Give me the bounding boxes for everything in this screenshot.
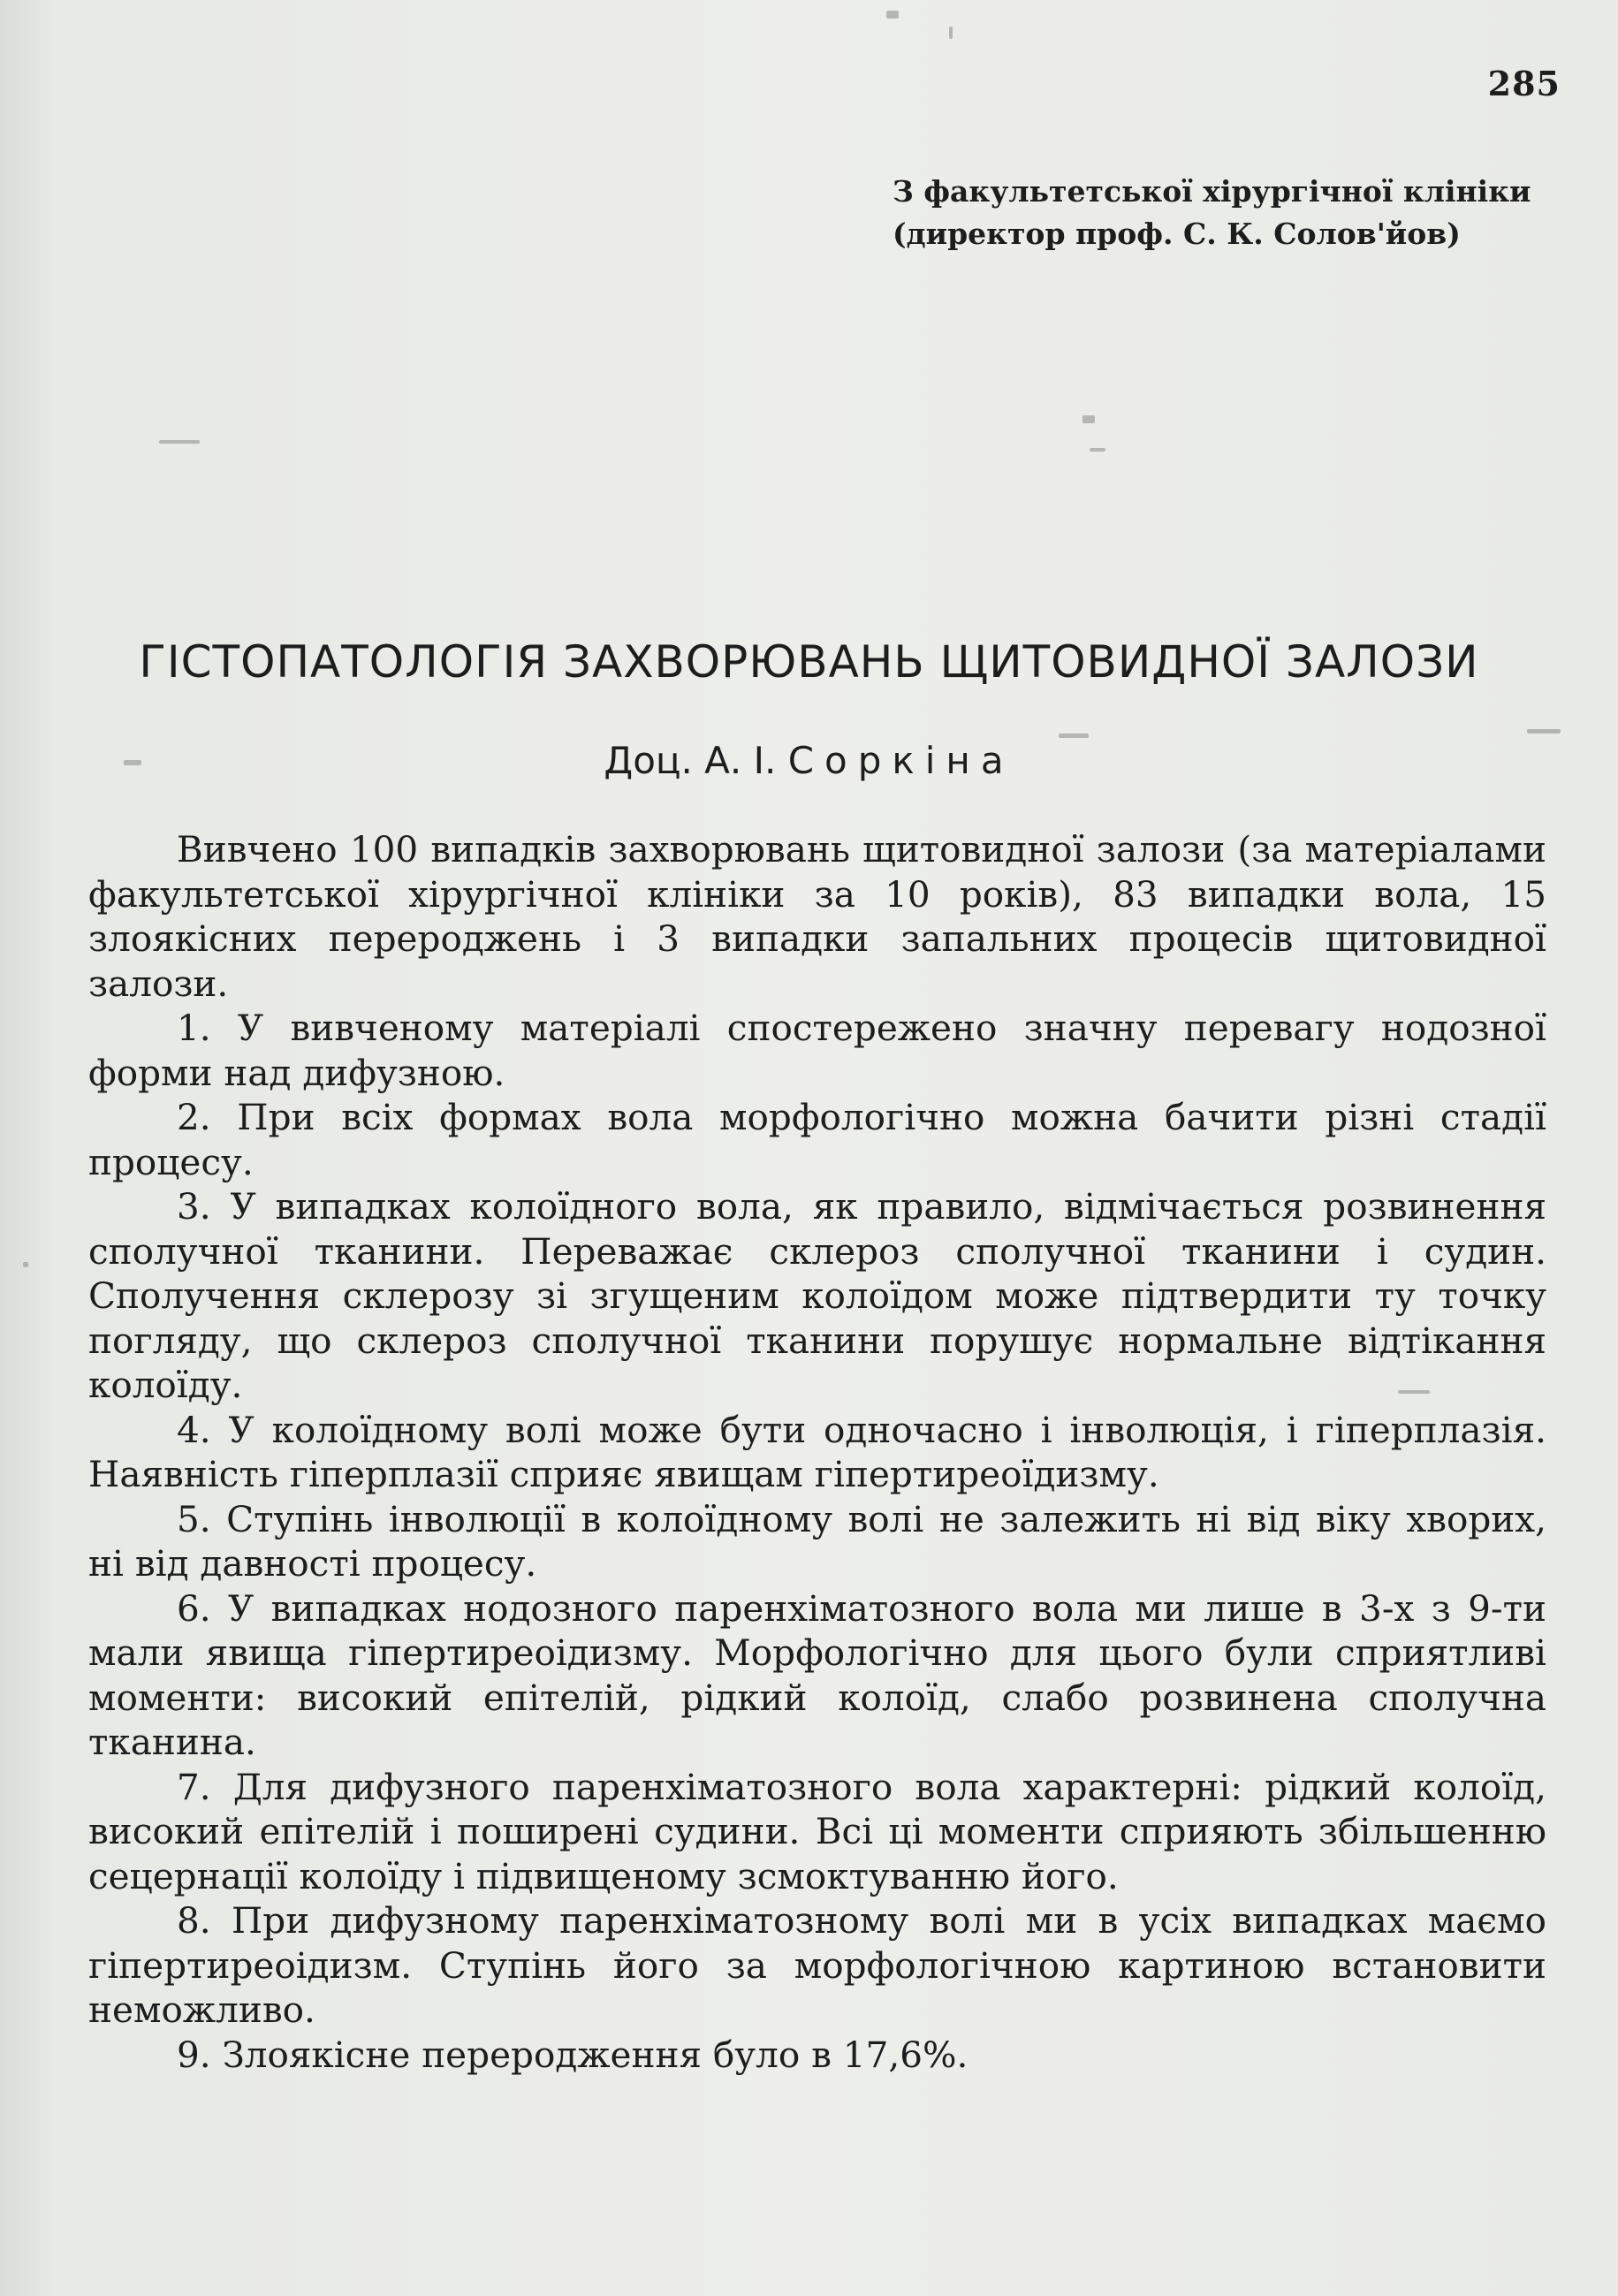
finding-7: 7. Для дифузного паренхіматозного вола характерні: рідкий колоїд, високий епітелій і поширені судини. Всі ці моменти сприяють збільшенню сецернації колоїду і підвищеному зсмоктуванню його.	[88, 1765, 1546, 1897]
affiliation-clinic: З факультетської хірургічної клініки	[893, 174, 1531, 209]
author-name: Соркіна	[787, 739, 1014, 782]
article-body	[88, 827, 1546, 2077]
finding-4: 4. У колоїдному волі може бути одночасно і інволюція, і гіперплазія. Наявність гіперплазії сприяє явищам гіпертиреоїдизму.	[88, 1408, 1546, 1495]
article-title: ГІСТОПАТОЛОГІЯ ЗАХВОРЮВАНЬ ЩИТОВИДНОЇ ЗАЛОЗИ	[139, 636, 1479, 688]
author-prefix: Доц. А. І.	[604, 739, 777, 782]
author-line	[0, 739, 1618, 782]
finding-1: 1. У вивченому матеріалі спостережено значну перевагу нодозної форми над дифузною.	[88, 1007, 1546, 1094]
finding-9: 9. Злоякісне переродження було в 17,6%.	[177, 2033, 969, 2076]
page-number: 285	[1487, 64, 1561, 103]
finding-6: 6. У випадках нодозного паренхіматозного вола ми лише в 3-х з 9-ти мали явища гіпертиреоідизму. Морфологічно для цього були сприятливі моменти: високий епітелій, рідкий колоїд, слабо розвинена сполучна тканина.	[88, 1586, 1546, 1763]
finding-8: 8. При дифузному паренхіматозному волі ми в усіх випадках маємо гіпертиреоідизм. Ступінь його за морфологічною картиною встановити неможливо.	[88, 1899, 1546, 2031]
intro-paragraph: Вивчено 100 випадків захворювань щитовидної залози (за матеріалами факультетської хірургічної клініки за 10 років), 83 випадки вола, 15 злоякісних перероджень і 3 випадки запальних процесів щитовидної залози.	[88, 828, 1546, 1005]
affiliation-director: (директор проф. С. К. Солов'йов)	[893, 217, 1461, 251]
finding-2: 2. При всіх формах вола морфологічно можна бачити різні стадії процесу.	[88, 1096, 1546, 1183]
finding-5: 5. Ступінь інволюції в колоїдному волі не залежить ні від віку хворих, ні від давності процесу.	[88, 1497, 1546, 1585]
finding-3: 3. У випадках колоїдного вола, як правило, відмічається розвинення сполучної тканини. Переважає склероз сполучної тканини і судин. Сполучення склерозу зі згущеним колоїдом може підтвердити ту точку погляду, що склероз сполучної тканини порушує нормальне відтікання колоїду.	[88, 1185, 1546, 1406]
affiliation	[893, 171, 1531, 255]
